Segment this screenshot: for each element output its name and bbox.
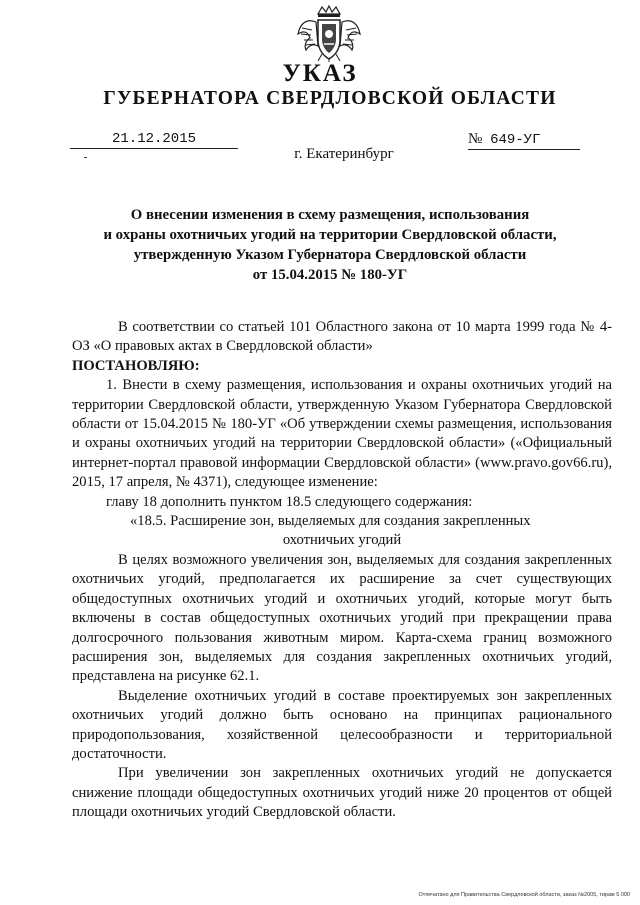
paragraph: Выделение охотничьих угодий в составе проектируемых зон закрепленных охотничьих угодий должно быть основано на принципах рационального природопользования, хозяйственной целесообразности и территориальной достаточности. bbox=[72, 687, 612, 762]
heading-line: утвержденную Указом Губернатора Свердловской области bbox=[133, 247, 527, 263]
item-1: 1. Внести в схему размещения, использования и охраны охотничьих угодий на территории Свердловской области, утвержденную Указом Губернатора Свердловской области от 15.04.2015 № 180-УГ «Об утверждении схемы размещения, использования и охраны охотничьих угодий на территории Свердловской области» («Официальный интернет-портал правовой информации Свердловской области» (www.pravo.gov66.ru), 2015, 17 апреля, № 4371), следующее изменение: bbox=[72, 377, 612, 491]
section-title-cont: охотничьих угодий bbox=[282, 532, 402, 549]
section-title: «18.5. Расширение зон, выделяемых для создания закрепленных bbox=[130, 513, 531, 530]
coat-of-arms-icon bbox=[296, 4, 362, 62]
decree-body bbox=[72, 318, 612, 823]
city: г. Екатеринбург bbox=[294, 146, 394, 162]
paragraph: В целях возможного увеличения зон, выделяемых для создания закрепленных охотничьих угодий, предполагается их расширение за счет существующих общедоступных охотничьих угодий и охотничьих угодий, которые могут быть включены в состав общедоступных охотничьих угодий при прекращении права долгосрочного пользования животным миром. Карта-схема границ возможного расширения зон, выделяемых для создания закрепленных охотничьих угодий, представлена на рисунке 62.1. bbox=[72, 551, 612, 685]
decree-word: ПОСТАНОВЛЯЮ: bbox=[72, 357, 200, 374]
number-value: 649-УГ bbox=[490, 132, 541, 148]
document-title: УКАЗ bbox=[282, 60, 358, 87]
heading-line: от 15.04.2015 № 180-УГ bbox=[252, 267, 408, 283]
preamble: В соответствии со статьей 101 Областного закона от 10 марта 1999 года № 4-ОЗ «О правовых актах в Свердловской области» bbox=[72, 319, 612, 355]
paragraph: При увеличении зон закрепленных охотничьих угодий не допускается снижение площади общедоступных охотничьих угодий ниже 20 процентов от общей площади охотничьих угодий Свердловской области. bbox=[72, 765, 612, 821]
decree-heading bbox=[80, 205, 580, 285]
heading-line: и охраны охотничьих угодий на территории Свердловской области, bbox=[103, 227, 557, 243]
number-sign: № bbox=[468, 131, 483, 147]
heading-line: О внесении изменения в схему размещения, использования bbox=[130, 207, 530, 223]
document-subtitle: ГУБЕРНАТОРА СВЕРДЛОВСКОЙ ОБЛАСТИ bbox=[103, 88, 557, 109]
chapter-instruction: главу 18 дополнить пунктом 18.5 следующего содержания: bbox=[106, 493, 473, 510]
print-note: Отпечатано для Правительства Свердловской области, заказ №2005, тираж 5 000 bbox=[418, 892, 630, 898]
decree-date: 21.12.2015 bbox=[70, 131, 238, 149]
